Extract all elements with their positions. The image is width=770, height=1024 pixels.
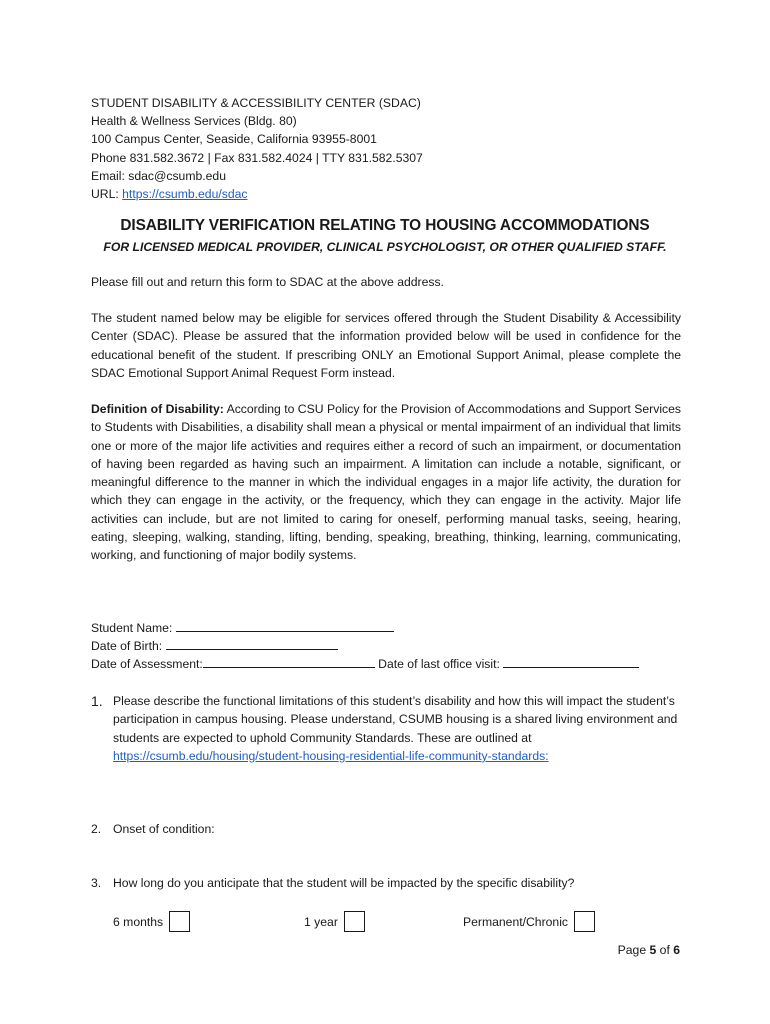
student-name-blank[interactable] xyxy=(176,619,394,632)
return-instruction: Please fill out and return this form to SDAC at the above address. xyxy=(91,275,444,289)
sdac-contact-header xyxy=(91,94,423,203)
student-name-field xyxy=(91,619,394,637)
definition-label: Definition of Disability: xyxy=(91,402,224,416)
question-2 xyxy=(91,820,681,838)
form-subtitle: FOR LICENSED MEDICAL PROVIDER, CLINICAL PSYCHOLOGIST, OR OTHER QUALIFIED STAFF. xyxy=(103,240,667,254)
option-permanent xyxy=(463,911,595,932)
current-page: 5 xyxy=(649,943,657,957)
intro-paragraph: The student named below may be eligible for services offered through the Student Disability & Accessibility Center (SDAC). Please be assured that the information provided below will be used in confidence for the educational benefit of the student. If prescribing ONLY an Emotional Support Animal, please complete the SDAC Emotional Support Animal Request Form instead. xyxy=(91,311,681,380)
assessment-label: Date of Assessment: xyxy=(91,657,203,671)
url-label: URL: xyxy=(91,187,123,202)
last-visit-blank[interactable] xyxy=(503,655,639,668)
option-label: 1 year xyxy=(304,914,338,929)
6-months-checkbox[interactable] xyxy=(169,911,190,932)
of-label: of xyxy=(656,943,674,957)
address: 100 Campus Center, Seaside, California 93955-8001 xyxy=(91,132,377,147)
phone-fax-tty: Phone 831.582.3672 | Fax 831.582.4024 | TTY 831.582.5307 xyxy=(91,150,423,165)
question-3 xyxy=(91,874,681,892)
definition-text: According to CSU Policy for the Provision of Accommodations and Support Services to Students with Disabilities, a disability shall mean a physical or mental impairment of an individual that limits one or more of the major life activities and requires either a record of such an impairment, or documentation of having been regarded as having such an impairment. A limitation can include a notable, significant, or meaningful difference to the manner in which the individual engages in a major life activity, the duration for which they can engage in the activity, or the frequency, which they can engage in the activity. Major life activities can include, but are not limited to caring for oneself, performing manual tasks, seeing, hearing, eating, sleeping, walking, standing, lifting, bending, speaking, breathing, thinking, learning, communicating, working, and functioning of major bodily systems. xyxy=(91,402,681,563)
form-title: DISABILITY VERIFICATION RELATING TO HOUSING ACCOMMODATIONS xyxy=(120,217,650,234)
question-number: 2. xyxy=(91,822,102,836)
link-colon: : xyxy=(545,748,549,763)
option-label: Permanent/Chronic xyxy=(463,914,568,929)
1-year-checkbox[interactable] xyxy=(344,911,365,932)
last-visit-label: Date of last office visit: xyxy=(374,657,504,671)
question-text: How long do you anticipate that the student will be impacted by the specific disability? xyxy=(113,876,575,890)
assessment-field xyxy=(91,655,639,673)
total-pages: 6 xyxy=(673,943,680,957)
dob-blank[interactable] xyxy=(166,637,338,650)
dob-field xyxy=(91,637,338,655)
option-1-year xyxy=(304,911,365,932)
email: Email: sdac@csumb.edu xyxy=(91,168,226,183)
org-name: STUDENT DISABILITY & ACCESSIBILITY CENTER (SDAC) xyxy=(91,96,421,110)
question-number: 3. xyxy=(91,876,102,890)
question-text: Onset of condition: xyxy=(113,822,215,836)
building: Health & Wellness Services (Bldg. 80) xyxy=(91,114,297,129)
dob-label: Date of Birth: xyxy=(91,639,166,653)
option-6-months xyxy=(113,911,190,932)
page-number xyxy=(618,943,680,957)
page-label: Page xyxy=(617,943,650,957)
definition-paragraph xyxy=(91,400,681,565)
community-standards-link[interactable]: https://csumb.edu/housing/student-housing-residential-life-community-standards xyxy=(113,748,546,763)
permanent-checkbox[interactable] xyxy=(574,911,595,932)
question-number: 1. xyxy=(91,693,103,709)
option-label: 6 months xyxy=(113,914,164,929)
url-line xyxy=(91,185,423,203)
question-text: Please describe the functional limitations of this student’s disability and how this will impact the student’s participation in campus housing. Please understand, CSUMB housing is a shared living environment and students are expected to uphold Community Standards. These are outlined at xyxy=(113,694,678,745)
assessment-blank[interactable] xyxy=(203,655,375,668)
student-name-label: Student Name: xyxy=(91,621,176,635)
question-1 xyxy=(91,692,681,765)
sdac-url-link[interactable]: https://csumb.edu/sdac xyxy=(122,187,248,202)
